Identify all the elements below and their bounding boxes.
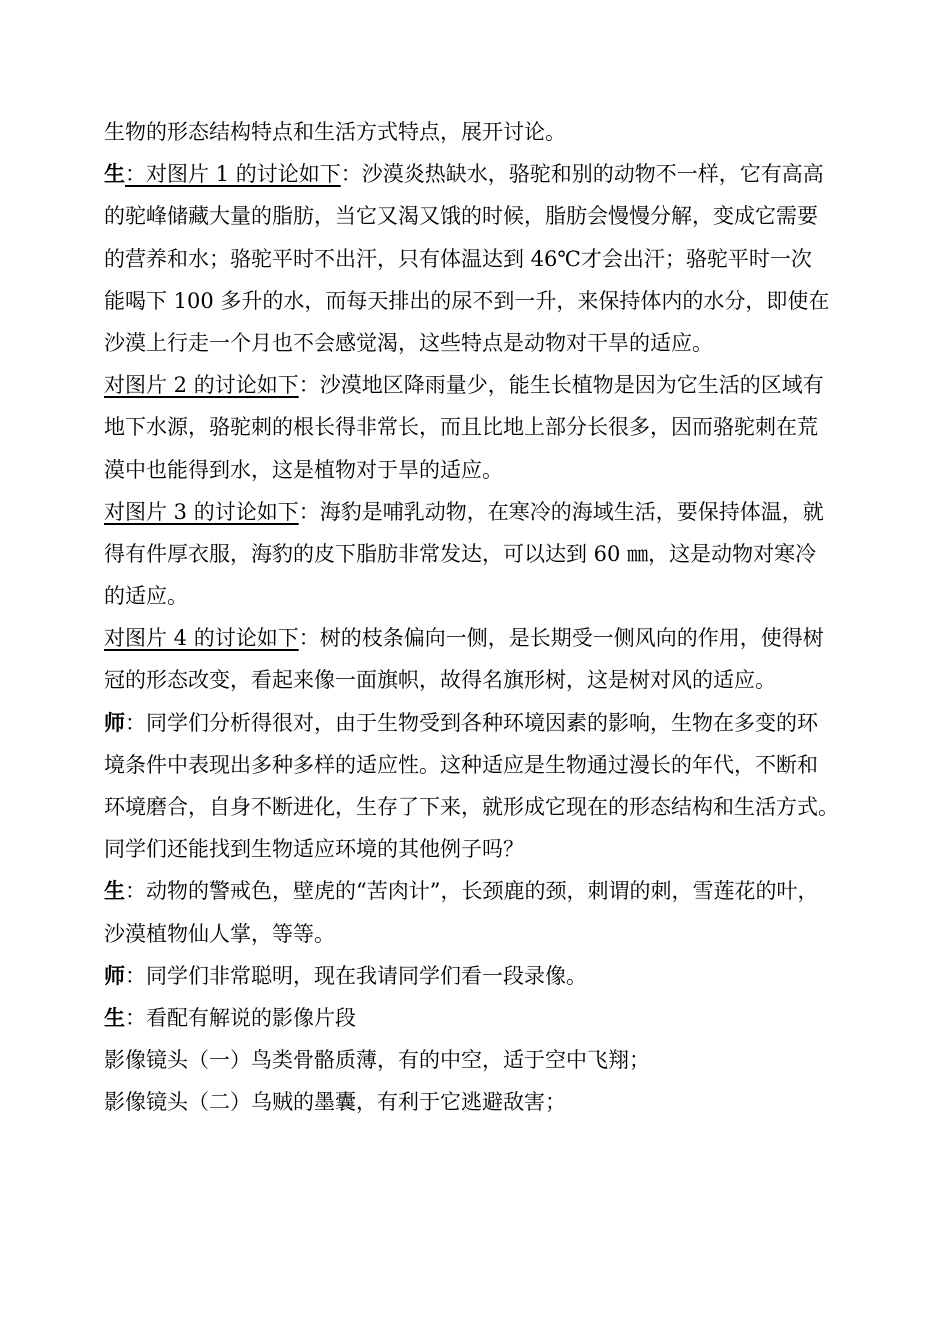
text-line: 冠的形态改变，看起来像一面旗帜，故得名旗形树，这是树对风的适应。 xyxy=(104,668,776,693)
text-line: 生：看配有解说的影像片段 xyxy=(104,1004,356,1030)
text-line: 对图片 3 的讨论如下：海豹是哺乳动物，在寒冷的海域生活，要保持体温，就 xyxy=(104,499,824,524)
speaker-label: 生 xyxy=(104,878,125,904)
text-line: 沙漠植物仙人掌，等等。 xyxy=(104,921,335,946)
text-line: 的营养和水；骆驼平时不出汗，只有体温达到 46℃才会出汗；骆驼平时一次 xyxy=(104,246,812,271)
text-line: 境条件中表现出多种多样的适应性。这种适应是生物通过漫长的年代，不断和 xyxy=(104,752,818,777)
text-line: 地下水源，骆驼刺的根长得非常长，而且比地上部分长很多，因而骆驼刺在荒 xyxy=(104,415,818,440)
text-line: 对图片 4 的讨论如下：树的枝条偏向一侧，是长期受一侧风向的作用，使得树 xyxy=(104,626,824,651)
speaker-label: 师 xyxy=(104,962,125,988)
text-line: 师：同学们非常聪明，现在我请同学们看一段录像。 xyxy=(104,962,587,988)
text-line: 生：对图片 1 的讨论如下：沙漠炎热缺水，骆驼和别的动物不一样，它有高高 xyxy=(104,161,824,187)
underlined-heading: 对图片 2 的讨论如下 xyxy=(104,373,299,398)
text-line: 得有件厚衣服，海豹的皮下脂肪非常发达，可以达到 60 ㎜，这是动物对寒冷 xyxy=(104,541,817,566)
text-line: 师：同学们分析得很对，由于生物受到各种环境因素的影响，生物在多变的环 xyxy=(104,709,818,735)
underlined-heading: ：对图片 1 的讨论如下 xyxy=(125,162,341,187)
speaker-label: 生 xyxy=(104,1004,125,1030)
text-line: 影像镜头（二）乌贼的墨囊，有利于它逃避敌害； xyxy=(104,1090,566,1115)
speaker-label: 生 xyxy=(104,161,125,187)
text-line: 生：动物的警戒色，壁虎的“苦肉计”，长颈鹿的颈，刺谓的刺，雪莲花的叶， xyxy=(104,878,819,904)
document-page xyxy=(104,111,854,1124)
underlined-heading: 对图片 4 的讨论如下 xyxy=(104,626,299,651)
text-line: 沙漠上行走一个月也不会感觉渴，这些特点是动物对干旱的适应。 xyxy=(104,330,713,355)
text-line: 生物的形态结构特点和生活方式特点，展开讨论。 xyxy=(104,120,566,144)
text-line: 漠中也能得到水，这是植物对于旱的适应。 xyxy=(104,457,503,482)
text-line: 能喝下 100 多升的水，而每天排出的尿不到一升，来保持体内的水分，即使在 xyxy=(104,288,830,313)
underlined-heading: 对图片 3 的讨论如下 xyxy=(104,499,299,524)
speaker-label: 师 xyxy=(104,709,125,735)
text-line: 的适应。 xyxy=(104,584,188,609)
text-line: 影像镜头（一）鸟类骨骼质薄，有的中空，适于空中飞翔； xyxy=(104,1048,650,1073)
text-line: 的驼峰储藏大量的脂肪，当它又渴又饿的时候，脂肪会慢慢分解，变成它需要 xyxy=(104,204,818,229)
text-line: 同学们还能找到生物适应环境的其他例子吗？ xyxy=(104,837,524,862)
text-line: 环境磨合，自身不断进化，生存了下来，就形成它现在的形态结构和生活方式。 xyxy=(104,795,839,819)
text-line: 对图片 2 的讨论如下：沙漠地区降雨量少，能生长植物是因为它生活的区域有 xyxy=(104,373,824,398)
